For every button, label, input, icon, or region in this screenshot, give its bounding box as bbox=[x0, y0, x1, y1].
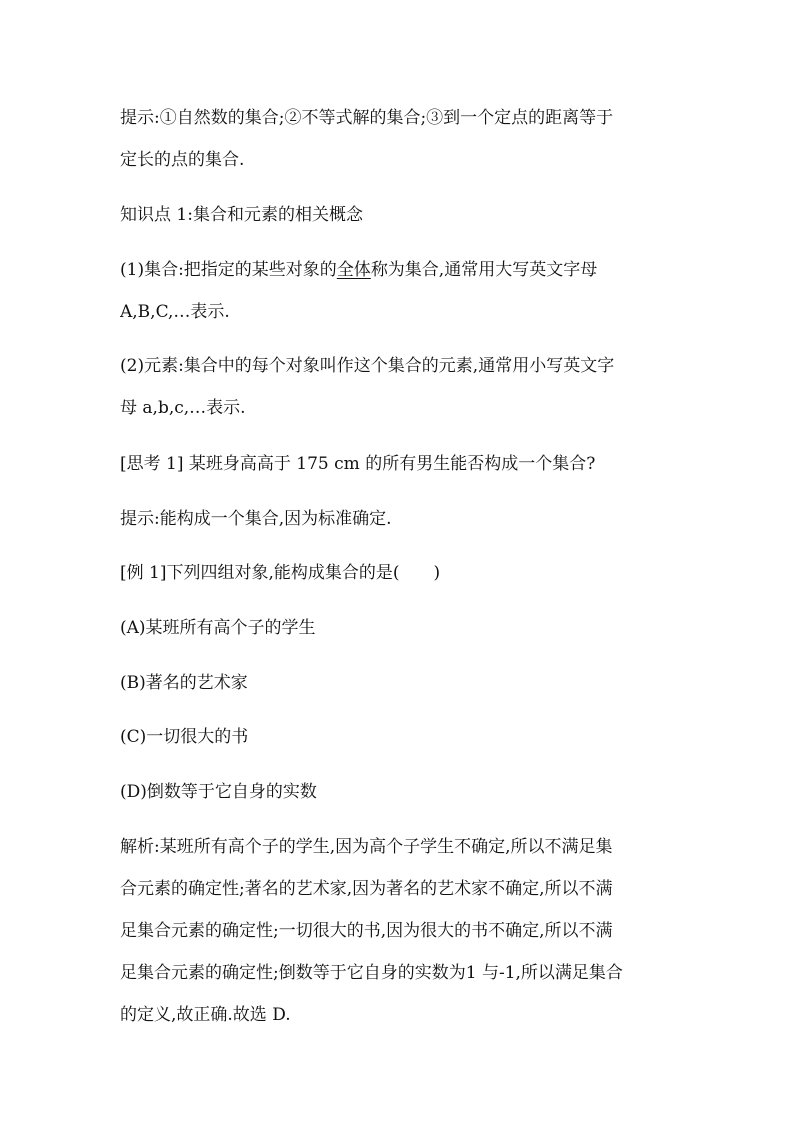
element-definition-line-2: 母 a,b,c,…表示. bbox=[120, 398, 246, 418]
think-question: [思考 1] 某班身高高于 175 cm 的所有男生能否构成一个集合? bbox=[120, 454, 596, 474]
element-definition-line-1: (2)元素:集合中的每个对象叫作这个集合的元素,通常用小写英文字 bbox=[120, 356, 615, 376]
set-definition-line-1 bbox=[120, 258, 680, 282]
hint-line-1: 提示:①自然数的集合;②不等式解的集合;③到一个定点的距离等于 bbox=[120, 108, 614, 128]
knowledge-point-title: 知识点 1:集合和元素的相关概念 bbox=[120, 205, 363, 225]
solution-line-5: 的定义,故正确.故选 D. bbox=[120, 1005, 291, 1025]
solution-line-4: 足集合元素的确定性;倒数等于它自身的实数为1 与-1,所以满足集合 bbox=[120, 963, 623, 983]
underlined-term: 全体 bbox=[336, 260, 371, 280]
hint-line-2: 定长的点的集合. bbox=[120, 150, 245, 170]
set-definition-text-cont: 称为集合,通常用大写英文字母 bbox=[370, 260, 598, 280]
think-hint: 提示:能构成一个集合,因为标准确定. bbox=[120, 509, 392, 529]
solution-line-2: 合元素的确定性;著名的艺术家,因为著名的艺术家不确定,所以不满 bbox=[120, 879, 613, 899]
option-c: (C)一切很大的书 bbox=[120, 727, 249, 747]
example-question: [例 1]下列四组对象,能构成集合的是( ) bbox=[120, 563, 441, 583]
option-a: (A)某班所有高个子的学生 bbox=[120, 618, 316, 638]
set-definition-text: (1)集合:把指定的某些对象的 bbox=[120, 260, 337, 280]
option-b: (B)著名的艺术家 bbox=[120, 673, 248, 693]
option-d: (D)倒数等于它自身的实数 bbox=[120, 782, 317, 802]
solution-line-1: 解析:某班所有高个子的学生,因为高个子学生不确定,所以不满足集 bbox=[120, 837, 613, 857]
solution-line-3: 足集合元素的确定性;一切很大的书,因为很大的书不确定,所以不满 bbox=[120, 921, 613, 941]
set-definition-line-2: A,B,C,…表示. bbox=[120, 302, 230, 322]
